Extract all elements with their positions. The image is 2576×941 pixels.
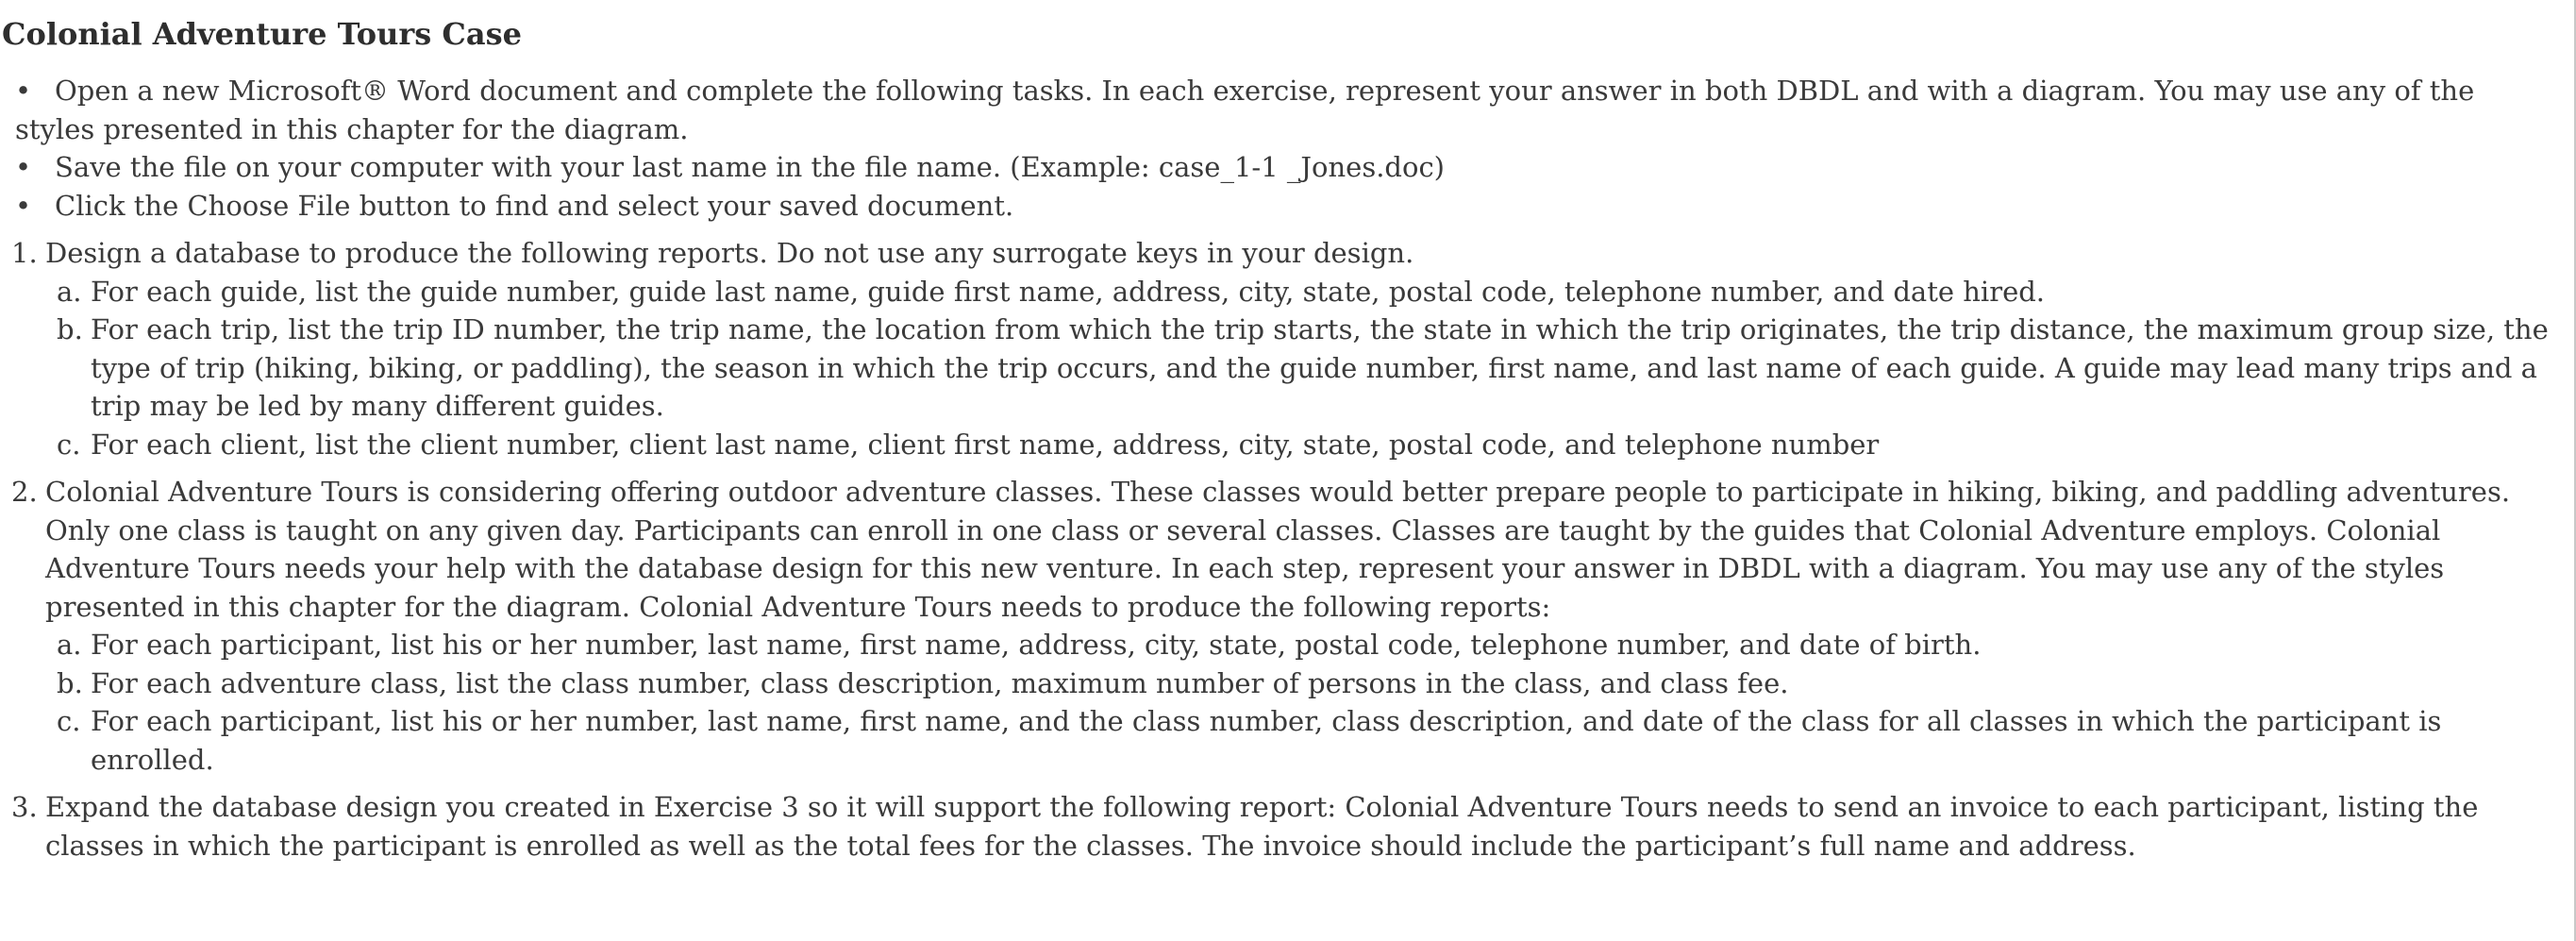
instruction-text: Click the Choose File button to find and select your saved document.: [55, 189, 1014, 222]
exercise-subitems: [45, 273, 2555, 464]
exercise-subitem: [45, 273, 2555, 311]
bullet-icon: •: [15, 151, 32, 183]
instruction-item: [0, 72, 2555, 148]
exercise-number: 3.: [11, 791, 38, 823]
exercise-subitem: [45, 664, 2555, 703]
exercise-text: Colonial Adventure Tours is considering offering outdoor adventure classes. These classes would better prepare people to participate in hiking, biking, and paddling adventures. Only one class is taught on any given day. Participants can enroll in one class or several classes. Classes are taught by the guides that Colonial Adventure employs. Colonial Adventure Tours needs your help with the database design for this new venture. In each step, represent your answer in DBDL with a diagram. You may use any of the styles presented in this chapter for the diagram. Colonial Adventure Tours needs to produce the following reports:: [45, 476, 2511, 623]
subitem-text: For each guide, list the guide number, guide last name, guide first name, address, city, state, postal code, telephone number, and date hired.: [91, 275, 2046, 308]
exercise-item: [0, 234, 2555, 463]
instructions-list: [0, 72, 2555, 225]
bullet-icon: •: [15, 75, 32, 107]
exercise-subitem: [45, 702, 2555, 779]
instruction-item: [0, 187, 2555, 226]
subitem-text: For each participant, list his or her number, last name, first name, and the class number, class description, and date of the class for all classes in which the participant is enrolled.: [91, 705, 2442, 776]
exercise-subitem: [45, 426, 2555, 464]
exercise-text: Design a database to produce the following reports. Do not use any surrogate keys in your design.: [45, 237, 1414, 269]
subitem-letter: b.: [57, 313, 83, 345]
exercise-number: 2.: [11, 476, 38, 508]
document: [0, 13, 2555, 874]
bullet-icon: •: [15, 189, 32, 222]
exercise-subitem: [45, 626, 2555, 664]
instruction-text: Save the file on your computer with your last name in the file name. (Example: case_1-1 _Jones.doc): [55, 151, 1445, 183]
instruction-item: [0, 148, 2555, 187]
exercise-item: [0, 788, 2555, 865]
subitem-letter: c.: [57, 705, 81, 737]
subitem-text: For each adventure class, list the class number, class description, maximum number of persons in the class, and class fee.: [91, 666, 1789, 699]
subitem-text: For each client, list the client number, client last name, client first name, address, city, state, postal code, and telephone number: [91, 428, 1880, 461]
exercise-item: [0, 473, 2555, 779]
subitem-letter: a.: [57, 275, 82, 308]
subitem-letter: c.: [57, 428, 81, 461]
instruction-text: Open a new Microsoft® Word document and complete the following tasks. In each exercise, represent your answer in both DBDL and with a diagram. You may use any of the styles presented in this chapter for the diagram.: [15, 75, 2475, 145]
exercise-list: [0, 234, 2555, 865]
subitem-text: For each participant, list his or her number, last name, first name, address, city, state, postal code, telephone number, and date of birth.: [91, 629, 1982, 661]
exercise-number: 1.: [11, 237, 38, 269]
subitem-letter: b.: [57, 666, 83, 699]
exercise-subitems: [45, 626, 2555, 779]
exercise-subitem: [45, 311, 2555, 426]
page-title: Colonial Adventure Tours Case: [2, 16, 522, 52]
subitem-text: For each trip, list the trip ID number, the trip name, the location from which the trip starts, the state in which the trip originates, the trip distance, the maximum group size, the type of trip (hiking, biking, or paddling), the season in which the trip occurs, and the guide number, first name, and last name of each guide. A guide may lead many trips and a trip may be led by many different guides.: [91, 313, 2549, 422]
exercise-text: Expand the database design you created in Exercise 3 so it will support the following report: Colonial Adventure Tours needs to send an invoice to each participant, listing the classes in which the participant is enrolled as well as the total fees for the classes. The invoice should include the participant’s full name and address.: [45, 791, 2479, 862]
subitem-letter: a.: [57, 629, 82, 661]
